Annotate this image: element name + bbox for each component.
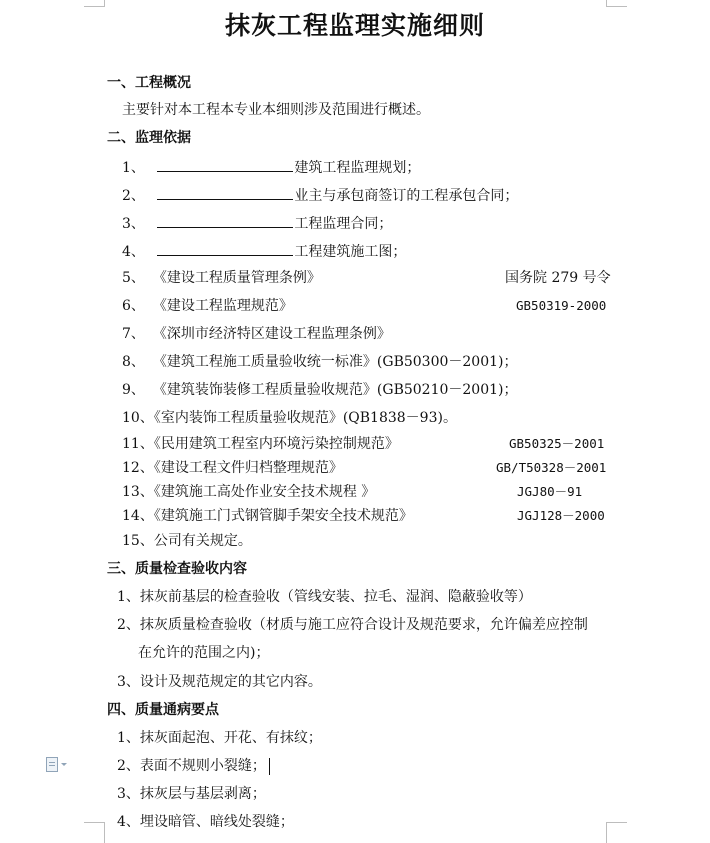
item-number: 4、 [117, 814, 140, 830]
item-text: 抹灰前基层的检查验收（管线安装、拉毛、湿润、隐蔽验收等） [139, 589, 532, 605]
item-text: 《建设工程文件归档整理规范》 [153, 460, 343, 476]
item-text: 埋设暗管、暗线处裂缝； [139, 814, 294, 830]
list-item [122, 213, 392, 233]
item-reference: JGJ128－2000 [517, 508, 605, 523]
crop-mark-bottom-left [84, 822, 105, 843]
item-number: 2、 [117, 617, 140, 633]
list-item [117, 616, 588, 634]
item-text: 抹灰面起泡、开花、有抹纹； [139, 730, 322, 746]
list-item-continuation: 在允许的范围之内)； [138, 645, 270, 661]
list-item [122, 507, 413, 525]
item-reference: GB50319-2000 [516, 298, 607, 313]
list-item [122, 459, 343, 477]
list-item [122, 532, 252, 550]
item-reference: 国务院 279 号令 [505, 270, 611, 286]
item-number: 10、 [122, 410, 154, 426]
list-item [122, 297, 293, 315]
blank-line [157, 185, 293, 200]
list-item [122, 381, 517, 399]
item-number: 13、 [122, 484, 154, 500]
item-number: 14、 [122, 508, 154, 524]
item-number: 3、 [117, 786, 140, 802]
document-title: 抹灰工程监理实施细则 [224, 11, 485, 40]
item-number: 9、 [122, 382, 145, 398]
item-text: 《建筑工程施工质量验收统一标准》(GB50300－2001)； [152, 354, 518, 370]
item-text: 工程建筑施工图； [294, 244, 407, 260]
item-number: 3、 [117, 674, 140, 690]
item-reference: JGJ80－91 [517, 484, 583, 499]
list-item [117, 813, 294, 831]
list-item [117, 785, 266, 803]
list-item [122, 269, 321, 287]
item-text: 表面不规则小裂缝； [139, 758, 266, 774]
blank-line [157, 241, 293, 256]
item-text: 《建筑施工高处作业安全技术规程 》 [153, 484, 376, 500]
section-heading: 三、质量检查验收内容 [107, 561, 247, 577]
item-number: 6、 [122, 298, 145, 314]
item-number: 15、 [122, 533, 154, 549]
item-number: 1、 [117, 589, 140, 605]
item-text: 公司有关规定。 [153, 533, 252, 549]
section-body: 主要针对本工程本专业本细则涉及范围进行概述。 [122, 102, 430, 118]
list-item [117, 588, 532, 606]
item-reference: GB/T50328－2001 [496, 460, 607, 475]
list-item [122, 353, 517, 371]
item-number: 7、 [122, 326, 145, 342]
item-number: 4、 [122, 244, 145, 260]
item-text: 《建筑施工门式钢管脚手架安全技术规范》 [153, 508, 413, 524]
item-number: 1、 [122, 160, 145, 176]
paste-options-icon[interactable] [46, 757, 60, 773]
item-text: 工程监理合同； [294, 216, 393, 232]
section-heading: 二、监理依据 [107, 130, 191, 146]
item-text: 《民用建筑工程室内环境污染控制规范》 [153, 436, 399, 452]
section-heading: 四、质量通病要点 [107, 702, 219, 718]
list-item [117, 729, 322, 747]
list-item [117, 673, 322, 691]
item-number: 2、 [117, 758, 140, 774]
item-text: 《深圳市经济特区建设工程监理条例》 [152, 326, 391, 342]
list-item [117, 757, 270, 775]
item-text: 《建设工程质量管理条例》 [152, 270, 321, 286]
blank-line [157, 213, 293, 228]
item-text: 设计及规范规定的其它内容。 [139, 674, 322, 690]
item-text: 抹灰层与基层剥离； [139, 786, 266, 802]
list-item [122, 483, 375, 501]
section-heading: 一、工程概况 [107, 75, 191, 91]
item-number: 5、 [122, 270, 145, 286]
item-number: 12、 [122, 460, 154, 476]
text-cursor [269, 758, 270, 775]
list-item [122, 157, 420, 177]
item-text: 业主与承包商签订的工程承包合同； [294, 188, 519, 204]
item-number: 1、 [117, 730, 140, 746]
crop-mark-bottom-right [606, 822, 627, 843]
item-text: 抹灰质量检查验收（材质与施工应符合设计及规范要求，允许偏差应控制 [139, 617, 588, 633]
list-item [122, 409, 457, 427]
item-number: 11、 [122, 436, 154, 452]
item-number: 2、 [122, 188, 145, 204]
list-item [122, 435, 399, 453]
item-number: 3、 [122, 216, 145, 232]
list-item [122, 185, 518, 205]
chevron-down-icon [61, 763, 67, 766]
list-item [122, 241, 406, 261]
blank-line [157, 157, 293, 172]
document-icon [46, 757, 58, 772]
item-reference: GB50325－2001 [509, 436, 605, 451]
item-text: 《室内装饰工程质量验收规范》(QB1838－93)。 [153, 410, 457, 426]
item-text: 《建筑装饰装修工程质量验收规范》(GB50210－2001)； [152, 382, 518, 398]
item-number: 8、 [122, 354, 145, 370]
item-text: 《建设工程监理规范》 [152, 298, 293, 314]
list-item [122, 325, 391, 343]
item-text: 建筑工程监理规划； [294, 160, 421, 176]
